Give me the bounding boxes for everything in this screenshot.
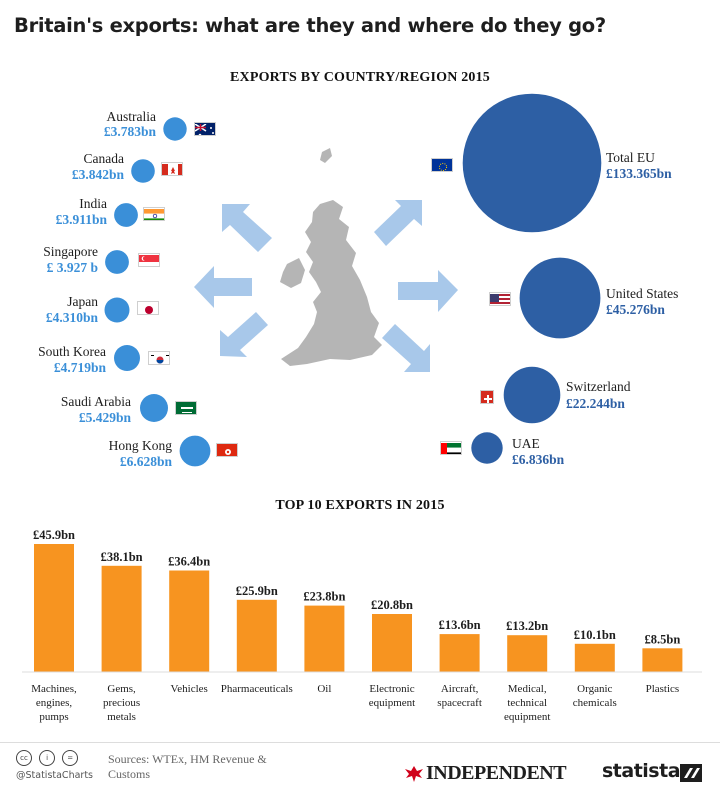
arrow-northeast-icon: [374, 200, 422, 246]
bubble-total-eu: [463, 94, 602, 233]
country-value: £45.276bn: [606, 302, 665, 317]
independent-eagle-icon: [404, 764, 424, 784]
country-value: £6.836bn: [512, 452, 565, 467]
bar-category-label: Plastics: [645, 683, 680, 695]
bubble-south-korea: [114, 345, 140, 371]
creative-commons-icon: cc: [16, 750, 32, 766]
country-name: Switzerland: [566, 379, 631, 394]
arrow-southeast-icon: [382, 324, 430, 372]
bar-1: [102, 566, 142, 672]
country-name: Canada: [83, 151, 124, 166]
bar-category-label: Organic chemicals: [572, 683, 617, 709]
bar-category-label: Machines, engines, pumps: [31, 683, 77, 723]
bar-category-label: Medical, technical equipment: [503, 683, 551, 723]
flag-uae-icon: [440, 441, 462, 455]
statista-handle: @StatistaCharts: [16, 770, 93, 781]
statista-logo: statista: [602, 760, 681, 782]
flag-australia-icon: [194, 122, 216, 136]
flag-japan-icon: [137, 301, 159, 315]
bar-3: [237, 600, 277, 672]
country-value: £ 3.927 b: [46, 260, 98, 275]
flag-hong-kong-icon: [216, 443, 238, 457]
bar-category-label: Vehicles: [170, 683, 208, 695]
country-name: UAE: [512, 436, 540, 451]
country-value: £5.429bn: [78, 410, 131, 425]
independent-logo: INDEPENDENT: [426, 762, 567, 784]
sources-note: Sources: WTEx, HM Revenue & Customs: [108, 752, 267, 781]
bubble-canada: [131, 159, 155, 183]
bar-value-label: £10.1bn: [573, 627, 616, 642]
country-name: Japan: [67, 294, 98, 309]
country-name: South Korea: [38, 344, 106, 359]
flag-eu-icon: [431, 158, 453, 172]
bar-value-label: £25.9bn: [235, 583, 278, 598]
bubble-united-states: [520, 258, 601, 339]
bar-category-label: Aircraft, spacecraft: [437, 683, 482, 709]
bar-value-label: £23.8bn: [303, 589, 346, 604]
flag-singapore-icon: [138, 253, 160, 267]
chart-title: Britain's exports: what are they and where do they go?: [14, 14, 606, 37]
country-value: £4.719bn: [53, 360, 106, 375]
bars-section-title: TOP 10 EXPORTS IN 2015: [275, 498, 445, 513]
bar-value-label: £36.4bn: [168, 554, 211, 569]
bubble-uae: [471, 432, 502, 463]
country-name: Saudi Arabia: [60, 394, 131, 409]
country-value: £133.365bn: [606, 166, 672, 181]
bubble-hong-kong: [180, 436, 211, 467]
arrow-northwest-icon: [222, 204, 272, 252]
flag-india-icon: [143, 207, 165, 221]
bar-value-label: £38.1bn: [100, 549, 143, 564]
bar-2: [169, 571, 209, 673]
bar-value-label: £8.5bn: [644, 632, 681, 647]
arrow-southwest-icon: [220, 312, 268, 357]
country-value: £3.842bn: [71, 167, 124, 182]
country-name: Australia: [106, 109, 156, 124]
bar-8: [575, 644, 615, 672]
bar-0: [34, 544, 74, 672]
bar-7: [507, 635, 547, 672]
arrow-west-icon: [194, 266, 252, 308]
bar-value-label: £13.2bn: [506, 619, 549, 634]
bar-6: [440, 634, 480, 672]
bubble-japan: [105, 298, 130, 323]
attribution-icon: i: [39, 750, 55, 766]
uk-map-icon: [280, 148, 382, 366]
bubble-india: [114, 203, 138, 227]
bar-value-label: £13.6bn: [438, 618, 481, 633]
bar-category-label: Electronic equipment: [368, 683, 416, 709]
bar-category-label: Pharmaceuticals: [220, 683, 293, 695]
license-icons: [16, 750, 80, 766]
bubble-australia: [163, 117, 186, 140]
map-section-title: EXPORTS BY COUNTRY/REGION 2015: [229, 70, 491, 85]
country-value: £4.310bn: [45, 310, 98, 325]
bar-9: [642, 648, 682, 672]
country-name: United States: [606, 286, 679, 301]
no-derivatives-icon: =: [62, 750, 78, 766]
bar-5: [372, 614, 412, 672]
bar-4: [304, 606, 344, 672]
arrow-east-icon: [398, 270, 458, 312]
country-name: Total EU: [606, 150, 655, 165]
flag-switzerland-icon: [480, 390, 494, 404]
bubble-switzerland: [504, 367, 561, 424]
country-value: £22.244bn: [566, 396, 625, 411]
bar-value-label: £45.9bn: [32, 528, 76, 542]
country-name: Singapore: [43, 244, 98, 259]
flag-south-korea-icon: [148, 351, 170, 365]
bar-category-label: Gems, precious metals: [102, 683, 141, 723]
statista-logo-icon: [680, 764, 702, 782]
flag-canada-icon: [161, 162, 183, 176]
country-value: £3.783bn: [103, 124, 156, 139]
bubble-saudi-arabia: [140, 394, 168, 422]
flag-saudi-arabia-icon: [175, 401, 197, 415]
country-value: £6.628bn: [119, 454, 172, 469]
bar-value-label: £20.8bn: [370, 598, 414, 612]
footer-divider: [0, 742, 720, 743]
bars-group: [33, 528, 682, 672]
country-name: Hong Kong: [108, 438, 172, 453]
bar-category-label: Oil: [317, 683, 332, 695]
country-name: India: [79, 196, 107, 211]
bubble-singapore: [105, 250, 129, 274]
country-value: £3.911bn: [55, 212, 107, 227]
flag-usa-icon: [489, 292, 511, 306]
